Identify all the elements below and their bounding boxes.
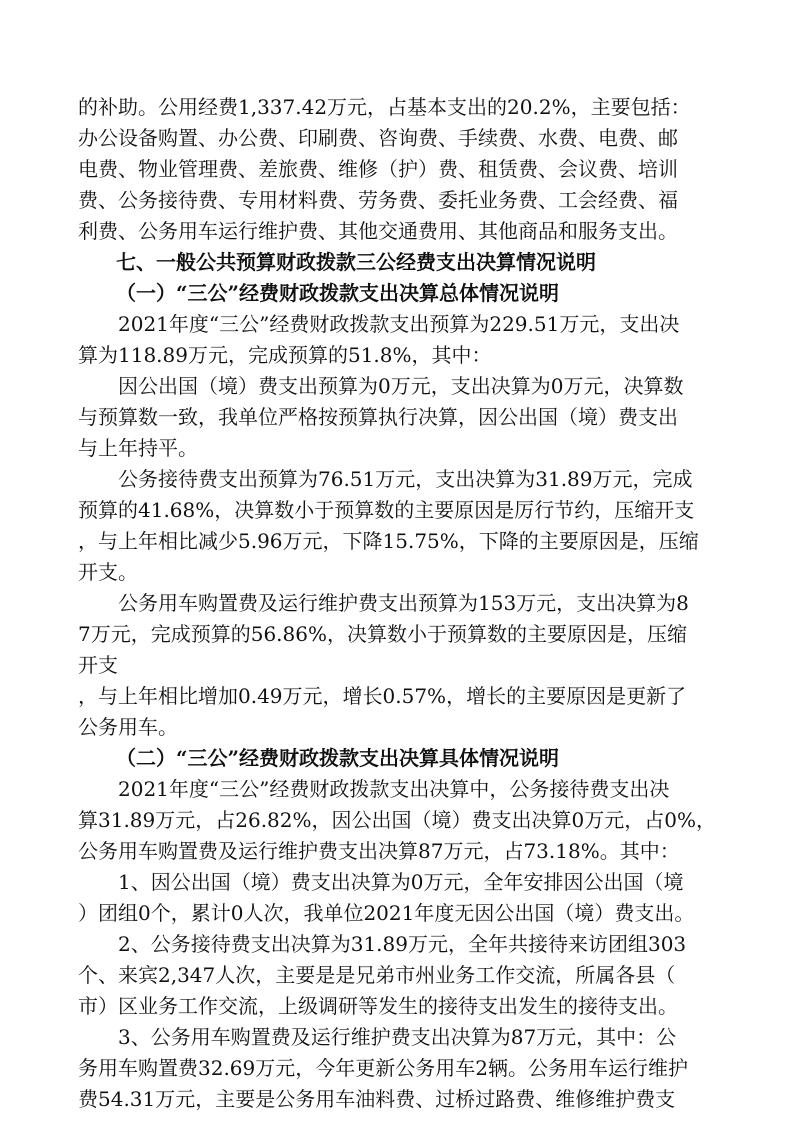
text-line: 2021年度“三公”经费财政拨款支出决算中，公务接待费支出决 (118, 777, 670, 801)
text-line: 3、公务用车购置费及运行维护费支出决算为87万元，其中：公 (118, 1025, 677, 1049)
text-line: 7万元，完成预算的56.86%，决算数小于预算数的主要原因是，压缩 (78, 622, 687, 646)
section-heading: 七、一般公共预算财政拨款三公经费支出决算情况说明 (116, 250, 596, 274)
text-line: 办公设备购置、办公费、印刷费、咨询费、手续费、水费、电费、邮 (78, 126, 678, 150)
text-line: 算31.89万元，占26.82%，因公出国（境）费支出决算0万元，占0%， (78, 808, 716, 832)
text-line: 2、公务接待费支出决算为31.89万元，全年共接待来访团组303 (118, 932, 687, 956)
text-line: 开支。 (78, 560, 138, 584)
text-line: ，与上年相比增加0.49万元，增长0.57%，增长的主要原因是更新了 (78, 684, 687, 708)
text-line: ）团组0个，累计0人次，我单位2021年度无因公出国（境）费支出。 (78, 901, 695, 925)
text-line: 的补助。公用经费1,337.42万元，占基本支出的20.2%，主要包括： (78, 95, 691, 119)
text-line: 公务用车购置费及运行维护费支出决算87万元，占73.18%。其中： (78, 839, 680, 863)
text-line: 公务用车。 (78, 715, 178, 739)
text-line: 因公出国（境）费支出预算为0万元，支出决算为0万元，决算数 (118, 374, 684, 398)
text-line: 利费、公务用车运行维护费、其他交通费用、其他商品和服务支出。 (78, 219, 678, 243)
subsection-heading: （二）“三公”经费财政拨款支出决算具体情况说明 (116, 746, 560, 770)
text-line: 与预算数一致，我单位严格按预算执行决算，因公出国（境）费支出 (78, 405, 678, 429)
text-line: 个、来宾2,347人次，主要是是兄弟市州业务工作交流，所属各县（ (78, 963, 676, 987)
text-line: 1、因公出国（境）费支出决算为0万元，全年安排因公出国（境 (118, 870, 684, 894)
text-line: 与上年持平。 (78, 436, 198, 460)
text-line: 预算的41.68%，决算数小于预算数的主要原因是厉行节约，压缩开支 (78, 498, 695, 522)
text-line: ，与上年相比减少5.96万元，下降15.75%，下降的主要原因是，压缩 (78, 529, 699, 553)
text-line: 市）区业务工作交流，上级调研等发生的接待支出发生的接待支出。 (78, 994, 678, 1018)
document-body (78, 92, 718, 1115)
subsection-heading: （一）“三公”经费财政拨款支出决算总体情况说明 (116, 281, 560, 305)
text-line: 公务用车购置费及运行维护费支出预算为153万元，支出决算为8 (118, 591, 689, 615)
text-line: 算为118.89万元，完成预算的51.8%，其中： (78, 343, 492, 367)
text-line: 开支 (78, 653, 118, 677)
text-line: 费54.31万元，主要是公务用车油料费、过桥过路费、维修维护费支 (78, 1087, 676, 1111)
text-line: 务用车购置费32.69万元，今年更新公务用车2辆。公务用车运行维护 (78, 1056, 688, 1080)
text-line: 费、公务接待费、专用材料费、劳务费、委托业务费、工会经费、福 (78, 188, 678, 212)
text-line: 公务接待费支出预算为76.51万元，支出决算为31.89万元，完成 (118, 467, 693, 491)
text-line: 电费、物业管理费、差旅费、维修（护）费、租赁费、会议费、培训 (78, 157, 678, 181)
text-line: 2021年度“三公”经费财政拨款支出预算为229.51万元，支出决 (118, 312, 680, 336)
